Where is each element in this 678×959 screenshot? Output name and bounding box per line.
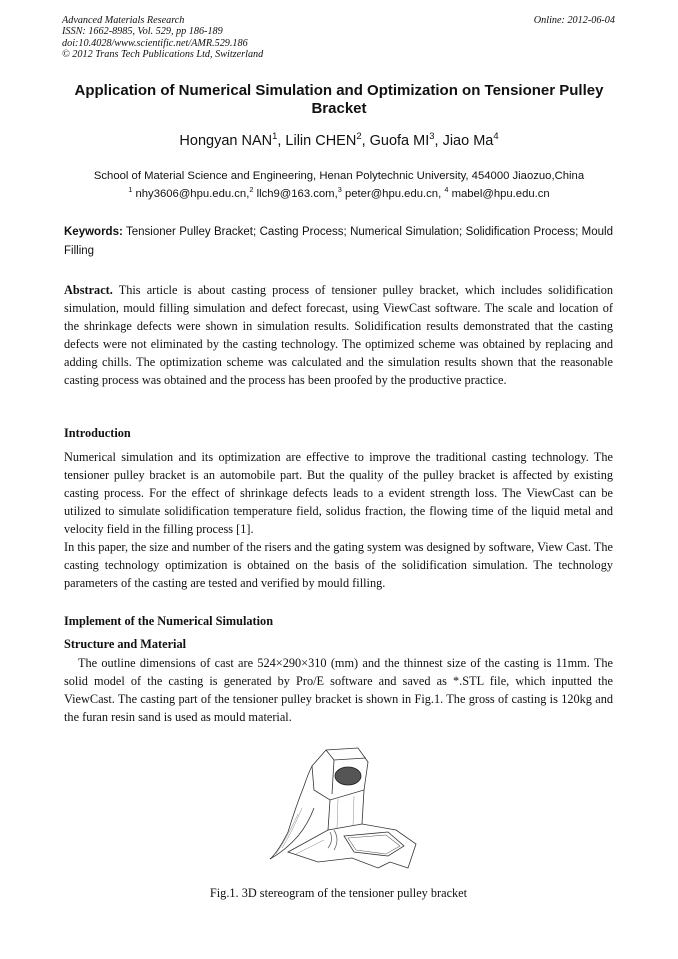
email-sup: 3 bbox=[337, 185, 342, 195]
structure-paragraph: The outline dimensions of cast are 524×290×310 (mm) and the thinnest size of the casting is 11mm. The solid model of the casting is generated by Pro/E software and saved as *.STL file, which inputted the ViewCast. The casting part of the tensioner pulley bracket is shown in Fig.1. The gross of casting is 120kg and the furan resin sand is used as mould material. bbox=[64, 656, 613, 724]
abstract-text: This article is about casting process of tensioner pulley bracket, which includes solidification simulation, mould filling simulation and defect forecast, using ViewCast software. The scale and location of the shrinkage defects were shown in simulation results. Solidification results demonstrated that the casting defects were not eliminated by the casting technology. The optimized scheme was obtained by replacing and adding chills. The optimization scheme was calculated and the simulation results shown that the reasonable casting process was obtained and the process has been proofed by the productive practice. bbox=[64, 283, 613, 387]
email-link[interactable]: nhy3606@hpu.edu.cn, bbox=[135, 188, 250, 200]
author-list: Hongyan NAN$^1$, Lilin CHEN$^2$, Guofa $MI^3$, Jiao Ma$^4$ bbox=[179, 130, 499, 149]
paper-title: Application of Numerical Simulation and Optimization on Tensioner Pulley Bracket bbox=[74, 82, 604, 117]
online-date: Online: 2012-06-04 bbox=[533, 15, 615, 26]
email-link[interactable]: mabel@hpu.edu.cn bbox=[451, 188, 550, 200]
intro-paragraph-1: Numerical simulation and its optimization are effective to improve the traditional casting technology. The tensioner pulley bracket is an automobile part. But the quality of the pulley bracket is affected by existing casting process. For the effect of shrinkage defects leads to a evident strength loss. The ViewCast can be utilized to simulate solidification temperature field, solidus fraction, the flowing time of the liquid metal and velocity field in the filling process [1]. bbox=[64, 450, 613, 536]
author-name: Jiao Ma bbox=[442, 133, 494, 149]
intro-paragraph-2: In this paper, the size and number of the risers and the gating system was designed by software, View Cast. The casting technology optimization is obtained on the basis of the solidification simulation. The technology parameters of the casting are tested and verified by mould filling. bbox=[64, 540, 613, 590]
keywords-label: Keywords: bbox=[64, 226, 123, 238]
journal-doi: doi:10.4028/www.scientific.net/AMR.529.186 bbox=[62, 37, 248, 49]
email-sup: 1 bbox=[128, 185, 133, 195]
figure-caption: Fig.1. 3D stereogram of the tensioner pulley bracket bbox=[209, 886, 468, 900]
author-sup: 4 bbox=[493, 130, 499, 142]
journal-header bbox=[62, 15, 263, 60]
journal-copyright: © 2012 Trans Tech Publications Ltd, Switzerland bbox=[62, 48, 264, 60]
author-name: Hongyan NAN bbox=[179, 133, 273, 149]
abstract bbox=[64, 282, 613, 389]
section-heading-introduction: Introduction bbox=[64, 426, 131, 440]
affiliation: School of Material Science and Engineering, Henan Polytechnic University, 454000 Jiaozuo,China bbox=[93, 170, 585, 182]
email-link[interactable]: llch9@163.com, bbox=[256, 188, 338, 200]
email-sup: 2 bbox=[249, 185, 254, 195]
journal-name: Advanced Materials Research bbox=[62, 15, 185, 26]
author-sup: 3 bbox=[429, 130, 435, 142]
keywords bbox=[64, 223, 613, 260]
author-sup: 1 bbox=[272, 130, 278, 142]
author-name: Guofa MI bbox=[369, 133, 430, 149]
affiliation-block bbox=[60, 167, 618, 203]
email-sup: 4 bbox=[444, 185, 449, 195]
bracket-3d-figure bbox=[268, 744, 418, 870]
subsection-heading-structure: Structure and Material bbox=[64, 637, 187, 651]
keywords-text: Tensioner Pulley Bracket; Casting Process; Numerical Simulation; Solidification Process; Mould Filling bbox=[64, 226, 613, 257]
journal-issn: ISSN: 1662-8985, Vol. 529, pp 186-189 bbox=[62, 26, 223, 38]
author-sup: 2 bbox=[356, 130, 362, 142]
abstract-label: Abstract. bbox=[64, 283, 113, 297]
section-heading-implement: Implement of the Numerical Simulation bbox=[64, 614, 274, 628]
author-name: Lilin CHEN bbox=[285, 133, 357, 149]
email-link[interactable]: peter@hpu.edu.cn, bbox=[344, 188, 442, 200]
email-list bbox=[60, 185, 618, 203]
